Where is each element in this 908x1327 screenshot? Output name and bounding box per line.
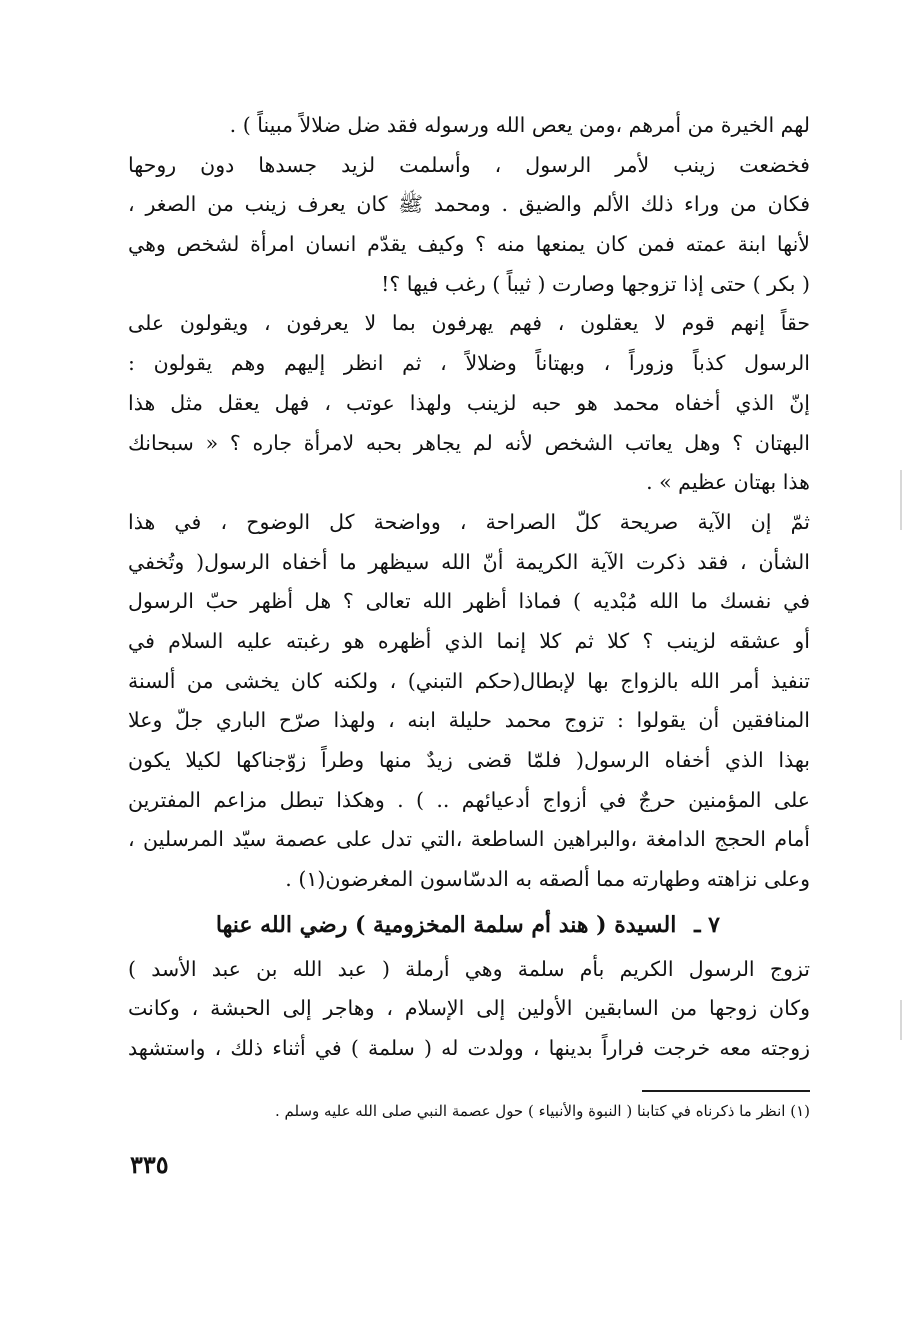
text-line: تزوج الرسول الكريم بأم سلمة وهي أرملة ( عبد الله بن عبد الأسد ) — [128, 956, 810, 981]
main-text-block — [128, 106, 810, 1069]
text-line: الرسول كذباً وزوراً ، وبهتاناً وضلالاً ، ثم انظر إليهم وهم يقولون : — [128, 351, 810, 376]
text-line: وعلى نزاهته وطهارته مما ألصقه به الدسّاسون المغرضون(١) . — [285, 867, 810, 892]
text-line: بهذا الذي أخفاه الرسول( فلمّا قضى زيدٌ منها وطراً زوّجناكها لكيلا يكون — [128, 748, 810, 772]
text-line: ثمّ إن الآية صريحة كلّ الصراحة ، وواضحة كل الوضوح ، في هذا — [128, 509, 810, 534]
footnote: (١) انظر ما ذكرناه في كتابنا ( النبوة والأنبياء ) حول عصمة النبي صلى الله عليه وسلم . — [274, 1102, 810, 1120]
text-line: البهتان ؟ وهل يعاتب الشخص لأنه لم يجاهر بحبه لامرأة جاره ؟ « سبحانك — [128, 430, 810, 455]
text-line: إنّ الذي أخفاه محمد هو حبه لزينب ولهذا عوتب ، فهل يعقل مثل هذا — [128, 390, 810, 415]
section-title: السيدة ( هند أم سلمة المخزومية ) رضي الله عنها — [215, 911, 677, 938]
text-line: فخضعت زينب لأمر الرسول ، وأسلمت لزيد جسدها دون روحها — [128, 152, 810, 177]
text-line: في نفسك ما الله مُبْديه ) فماذا أظهر الله تعالى ؟ هل أظهر حبّ الرسول — [128, 589, 810, 614]
text-line: تنفيذ أمر الله بالزواج بها لإبطال(حكم التبني) ، ولكنه كان يخشى من ألسنة — [128, 668, 810, 693]
scan-artifact — [900, 1000, 902, 1040]
text-line: زوجته معه خرجت فراراً بدينها ، وولدت له ( سلمة ) في أثناء ذلك ، واستشهد — [128, 1036, 810, 1061]
text-line: لأنها ابنة عمته فمن كان يمنعها منه ؟ وكيف يقدّم انسان امرأة لشخص وهي — [128, 232, 810, 257]
page-number: ٣٣٥ — [130, 1150, 169, 1179]
text-line: فكان من وراء ذلك الألم والضيق . ومحمد ﷺ كان يعرف زينب من الصغر ، — [128, 192, 810, 217]
section-number: ٧ ـ — [694, 911, 720, 938]
text-line: على المؤمنين حرجٌ في أزواج أدعيائهم .. ) . وهكذا تبطل مزاعم المفترين — [128, 787, 810, 812]
footnote-divider — [642, 1090, 810, 1092]
text-line: ( بكر ) حتى إذا تزوجها وصارت ( ثيباً ) رغب فيها ؟! — [381, 271, 810, 296]
text-line: أو عشقه لزينب ؟ كلا ثم كلا إنما الذي أظهره هو رغبته عليه السلام في — [128, 628, 810, 653]
text-line: الشأن ، فقد ذكرت الآية الكريمة أنّ الله سيظهر ما أخفاه الرسول( وتُخفي — [128, 549, 810, 574]
text-line: أمام الحجج الدامغة ،والبراهين الساطعة ،التي تدل على عصمة سيّد المرسلين ، — [128, 827, 810, 852]
text-line: وكان زوجها من السابقين الأولين إلى الإسلام ، وهاجر إلى الحبشة ، وكانت — [128, 996, 810, 1021]
text-line: حقاً إنهم قوم لا يعقلون ، فهم يهرفون بما لا يعرفون ، ويقولون على — [128, 311, 810, 336]
text-line: هذا بهتان عظيم » . — [646, 470, 810, 495]
text-line: لهم الخيرة من أمرهم ،ومن يعص الله ورسوله فقد ضل ضلالاً مبيناً ) . — [229, 113, 810, 137]
scan-artifact — [900, 470, 902, 530]
section-heading — [128, 900, 810, 950]
text-line: المنافقين أن يقولوا : تزوج محمد حليلة ابنه ، ولهذا صرّح الباري جلّ وعلا — [128, 708, 810, 733]
